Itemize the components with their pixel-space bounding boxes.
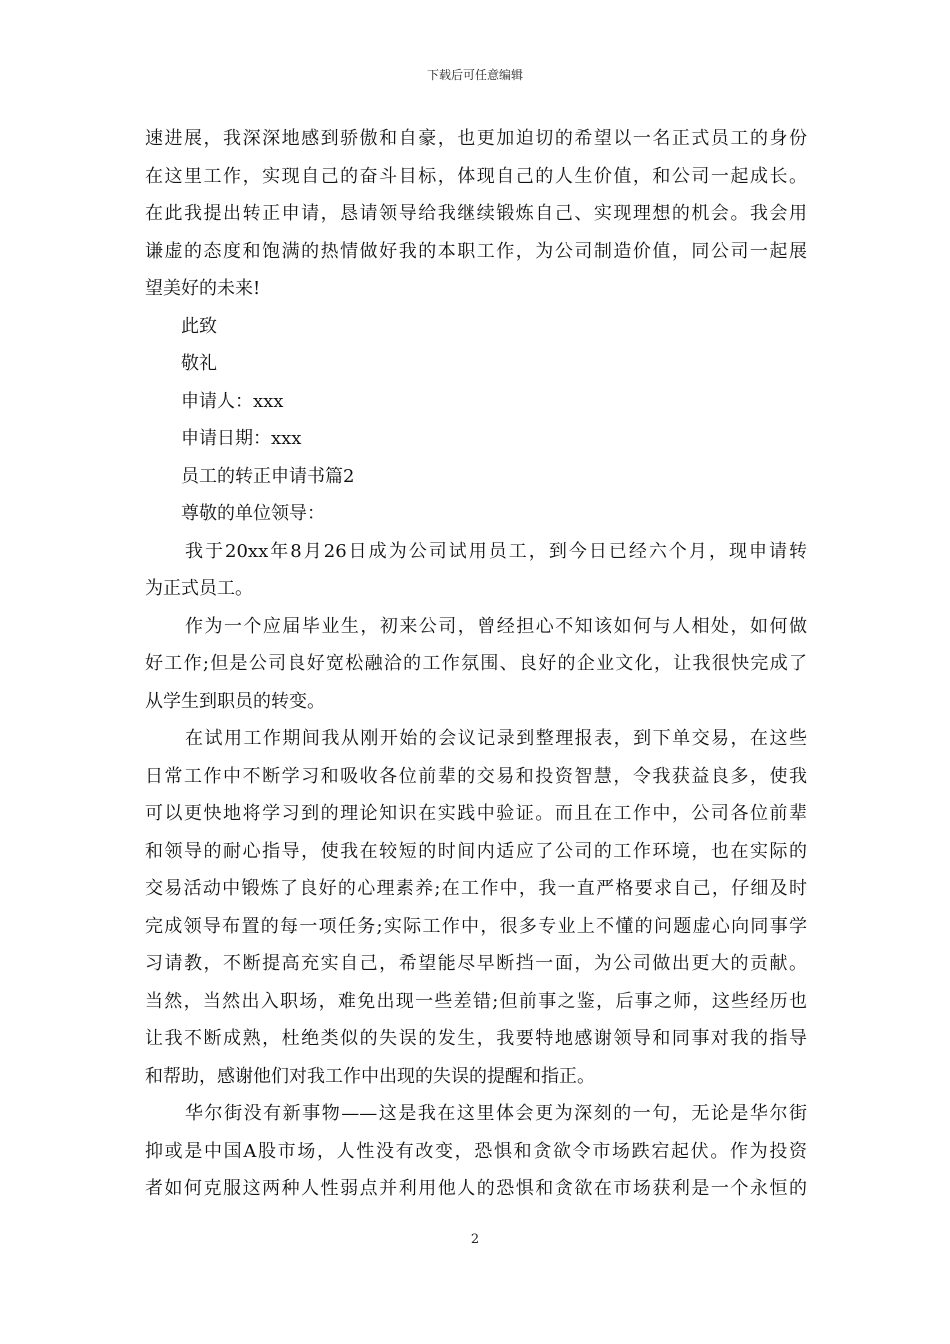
- text-line: 在试用工作期间我从刚开始的会议记录到整理报表，到下单交易，在这些: [185, 728, 807, 749]
- text-line: 作为一个应届毕业生，初来公司，曾经担心不知该如何与人相处，如何做: [185, 615, 807, 637]
- text-line: 申请人：xxx: [181, 390, 284, 412]
- text-line: 者如何克服这两种人性弱点并利用他人的恐惧和贪欲在市场获利是一个永恒的: [145, 1178, 807, 1199]
- text-line: 日常工作中不断学习和吸收各位前辈的交易和投资智慧，令我获益良多，使我: [145, 765, 807, 787]
- text-line: 和领导的耐心指导，使我在较短的时间内适应了公司的工作环境，也在实际的: [145, 840, 807, 862]
- text-line: 在这里工作，实现自己的奋斗目标，体现自己的人生价值，和公司一起成长。: [145, 165, 807, 187]
- text-line: 华尔街没有新事物——这是我在这里体会更为深刻的一句，无论是华尔街: [185, 1103, 807, 1124]
- page-header: 下载后可任意编辑: [426, 68, 523, 82]
- text-line: 当然，当然出入职场，难免出现一些差错;但前事之鉴，后事之师，这些经历也: [145, 990, 807, 1012]
- text-line: 谦虚的态度和饱满的热情做好我的本职工作，为公司制造价值，同公司一起展: [145, 240, 807, 262]
- text-line: 可以更快地将学习到的理论知识在实践中验证。而且在工作中，公司各位前辈: [145, 803, 807, 824]
- text-line: 好工作;但是公司良好宽松融洽的工作氛围、良好的企业文化，让我很快完成了: [145, 653, 807, 674]
- text-line: 在此我提出转正申请，恳请领导给我继续锻炼自己、实现理想的机会。我会用: [145, 203, 807, 224]
- text-line: 我于20xx年8月26日成为公司试用员工，到今日已经六个月，现申请转: [185, 540, 807, 562]
- text-line: 望美好的未来!: [145, 278, 261, 299]
- text-line: 申请日期：xxx: [181, 428, 302, 449]
- text-line: 员工的转正申请书篇2: [181, 465, 355, 487]
- text-line: 完成领导布置的每一项任务;实际工作中，很多专业上不懂的问题虚心向同事学: [145, 915, 807, 937]
- document-body: [145, 120, 807, 1208]
- text-line: 让我不断成熟，杜绝类似的失误的发生，我要特地感谢领导和同事对我的指导: [145, 1028, 807, 1049]
- text-line: 为正式员工。: [145, 578, 253, 599]
- text-line: 尊敬的单位领导：: [181, 503, 325, 524]
- text-line: 习请教，不断提高充实自己，希望能尽早断挡一面，为公司做出更大的贡献。: [145, 953, 807, 974]
- text-line: 从学生到职员的转变。: [145, 690, 325, 712]
- text-line: 交易活动中锻炼了良好的心理素养;在工作中，我一直严格要求自己，仔细及时: [145, 878, 807, 899]
- text-line: 此致: [181, 315, 217, 337]
- text-line: 速进展，我深深地感到骄傲和自豪，也更加迫切的希望以一名正式员工的身份: [145, 128, 807, 149]
- text-line: 敬礼: [181, 353, 217, 374]
- text-line: 和帮助，感谢他们对我工作中出现的失误的提醒和指正。: [145, 1065, 595, 1087]
- page-number: 2: [470, 1232, 480, 1247]
- text-line: 抑或是中国A股市场，人性没有改变，恐惧和贪欲令市场跌宕起伏。作为投资: [145, 1140, 807, 1162]
